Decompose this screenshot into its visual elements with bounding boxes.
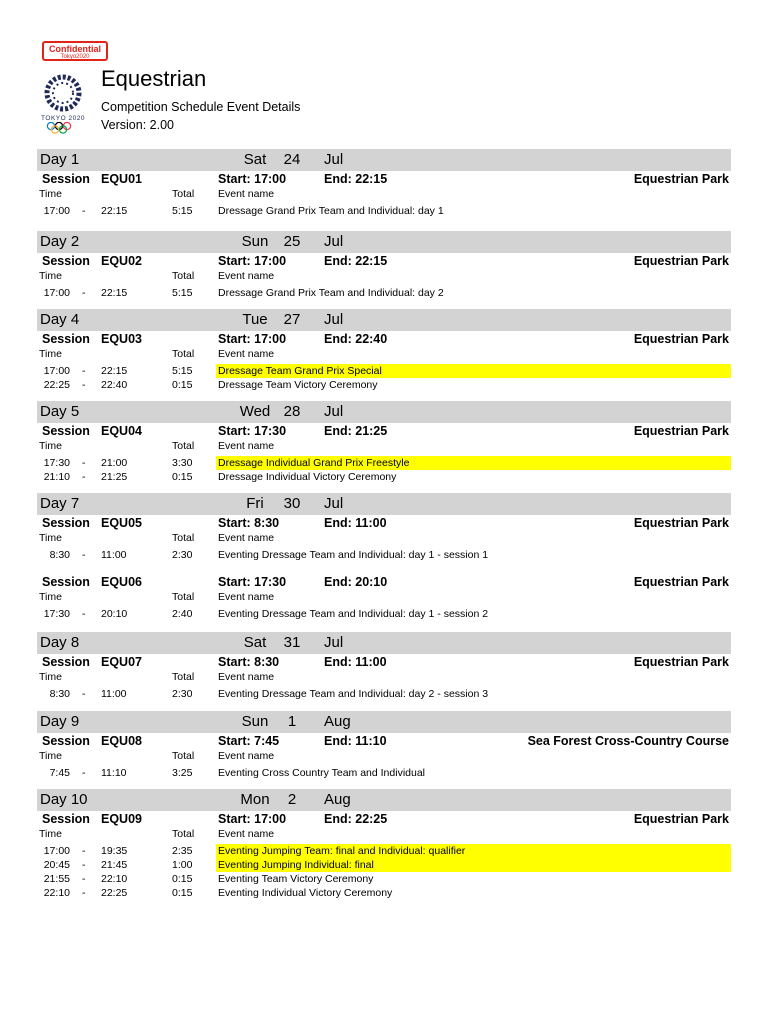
session-block xyxy=(37,253,731,300)
session-row xyxy=(37,654,731,670)
time-label: Time xyxy=(39,440,62,452)
event-total: 3:30 xyxy=(172,457,193,469)
time-label: Time xyxy=(39,591,62,603)
column-labels xyxy=(37,827,731,842)
session-start: Start: 8:30 xyxy=(218,655,280,669)
session-block xyxy=(37,574,731,621)
event-total: 2:40 xyxy=(172,608,193,620)
day-block xyxy=(37,149,731,218)
day-block xyxy=(37,231,731,300)
month: Jul xyxy=(324,233,344,250)
event-end-time: 22:40 xyxy=(101,379,128,391)
day-block xyxy=(37,789,731,900)
event-end-time: 22:15 xyxy=(101,205,128,217)
event-end-time: 21:45 xyxy=(101,859,128,871)
session-label: Session xyxy=(42,655,90,669)
day-header xyxy=(37,149,731,171)
session-end: End: 11:00 xyxy=(324,655,387,669)
event-end-time: 22:15 xyxy=(101,365,128,377)
day-block xyxy=(37,632,731,701)
event-name: Eventing Jumping Individual: final xyxy=(216,858,731,872)
event-row xyxy=(37,378,731,392)
event-name: Dressage Individual Grand Prix Freestyle xyxy=(216,456,731,470)
day-number: Day 9 xyxy=(40,713,80,730)
column-labels xyxy=(37,269,731,284)
event-end-time: 20:10 xyxy=(101,608,128,620)
time-label: Time xyxy=(39,750,62,762)
day-header xyxy=(37,493,731,515)
date: 28 xyxy=(283,403,301,420)
event-name: Dressage Grand Prix Team and Individual: day 1 xyxy=(218,205,444,217)
session-row xyxy=(37,574,731,590)
time-label: Time xyxy=(39,270,62,282)
time-dash: - xyxy=(82,205,86,217)
time-dash: - xyxy=(82,887,86,899)
time-dash: - xyxy=(82,688,86,700)
event-end-time: 21:25 xyxy=(101,471,128,483)
session-start: Start: 17:00 xyxy=(218,172,287,186)
column-labels xyxy=(37,439,731,454)
event-name-label: Event name xyxy=(218,671,275,683)
session-code: EQU06 xyxy=(101,575,142,589)
session-start: Start: 17:30 xyxy=(218,424,287,438)
tokyo2020-logo xyxy=(40,74,86,134)
total-label: Total xyxy=(172,188,195,200)
day-block xyxy=(37,309,731,392)
session-label: Session xyxy=(42,424,90,438)
time-dash: - xyxy=(82,549,86,561)
event-name-label: Event name xyxy=(218,348,275,360)
event-start-time: 21:55 xyxy=(43,873,70,885)
time-dash: - xyxy=(82,845,86,857)
event-start-time: 22:10 xyxy=(43,887,70,899)
session-block xyxy=(37,733,731,780)
session-venue: Equestrian Park xyxy=(633,575,729,589)
event-row xyxy=(37,858,731,872)
time-dash: - xyxy=(82,287,86,299)
session-block xyxy=(37,654,731,701)
event-total: 2:30 xyxy=(172,549,193,561)
event-start-time: 17:00 xyxy=(43,205,70,217)
emblem-icon xyxy=(40,74,86,114)
event-start-time: 17:30 xyxy=(43,457,70,469)
time-dash: - xyxy=(82,379,86,391)
event-total: 5:15 xyxy=(172,365,193,377)
session-label: Session xyxy=(42,516,90,530)
event-row xyxy=(37,456,731,470)
event-name: Dressage Team Victory Ceremony xyxy=(218,379,378,391)
total-label: Total xyxy=(172,591,195,603)
event-total: 0:15 xyxy=(172,379,193,391)
event-end-time: 21:00 xyxy=(101,457,128,469)
event-name: Eventing Individual Victory Ceremony xyxy=(218,887,393,899)
total-label: Total xyxy=(172,828,195,840)
day-header xyxy=(37,231,731,253)
session-start: Start: 17:30 xyxy=(218,575,287,589)
event-row xyxy=(37,844,731,858)
event-end-time: 19:35 xyxy=(101,845,128,857)
time-label: Time xyxy=(39,828,62,840)
day-number: Day 5 xyxy=(40,403,80,420)
event-name-label: Event name xyxy=(218,270,275,282)
event-row xyxy=(37,886,731,900)
event-name-label: Event name xyxy=(218,188,275,200)
event-name: Eventing Dressage Team and Individual: day 1 - session 2 xyxy=(218,608,489,620)
confidential-stamp xyxy=(42,41,108,61)
total-label: Total xyxy=(172,532,195,544)
event-name-label: Event name xyxy=(218,532,275,544)
column-labels xyxy=(37,187,731,202)
event-row xyxy=(37,286,731,300)
event-row xyxy=(37,766,731,780)
total-label: Total xyxy=(172,750,195,762)
session-end: End: 21:25 xyxy=(324,424,388,438)
event-start-time: 17:30 xyxy=(43,608,70,620)
session-venue: Equestrian Park xyxy=(633,516,729,530)
weekday: Sun xyxy=(241,233,269,250)
month: Jul xyxy=(324,151,344,168)
event-row xyxy=(37,607,731,621)
event-name: Eventing Cross Country Team and Individual xyxy=(218,767,426,779)
page-title: Equestrian xyxy=(101,66,207,91)
session-end: End: 11:10 xyxy=(324,734,387,748)
total-label: Total xyxy=(172,671,195,683)
day-header xyxy=(37,789,731,811)
weekday: Sat xyxy=(243,151,267,168)
day-header xyxy=(37,632,731,654)
session-start: Start: 17:00 xyxy=(218,332,287,346)
date: 31 xyxy=(283,634,301,651)
event-total: 2:30 xyxy=(172,688,193,700)
event-start-time: 21:10 xyxy=(43,471,70,483)
session-venue: Sea Forest Cross-Country Course xyxy=(527,734,729,748)
session-label: Session xyxy=(42,254,90,268)
session-row xyxy=(37,171,731,187)
event-start-time: 7:45 xyxy=(49,767,70,779)
weekday: Fri xyxy=(246,495,264,512)
event-name-label: Event name xyxy=(218,440,275,452)
time-dash: - xyxy=(82,608,86,620)
time-dash: - xyxy=(82,471,86,483)
total-label: Total xyxy=(172,270,195,282)
event-total: 1:00 xyxy=(172,859,193,871)
event-total: 0:15 xyxy=(172,873,193,885)
session-row xyxy=(37,733,731,749)
session-row xyxy=(37,253,731,269)
day-block xyxy=(37,493,731,621)
session-row xyxy=(37,811,731,827)
weekday: Tue xyxy=(242,311,268,328)
session-code: EQU07 xyxy=(101,655,142,669)
session-start: Start: 17:00 xyxy=(218,254,287,268)
event-row xyxy=(37,548,731,562)
weekday: Sat xyxy=(243,634,267,651)
day-number: Day 1 xyxy=(40,151,80,168)
day-header xyxy=(37,711,731,733)
event-total: 0:15 xyxy=(172,887,193,899)
event-total: 3:25 xyxy=(172,767,193,779)
session-block xyxy=(37,515,731,562)
date: 24 xyxy=(283,151,301,168)
session-label: Session xyxy=(42,172,90,186)
session-block xyxy=(37,171,731,218)
event-start-time: 17:00 xyxy=(43,287,70,299)
session-label: Session xyxy=(42,332,90,346)
session-row xyxy=(37,515,731,531)
column-labels xyxy=(37,670,731,685)
event-name: Eventing Team Victory Ceremony xyxy=(218,873,374,885)
event-end-time: 11:00 xyxy=(101,688,127,700)
event-start-time: 17:00 xyxy=(43,365,70,377)
day-number: Day 10 xyxy=(40,791,88,808)
session-venue: Equestrian Park xyxy=(633,332,729,346)
session-code: EQU08 xyxy=(101,734,142,748)
session-end: End: 22:15 xyxy=(324,172,388,186)
event-row xyxy=(37,364,731,378)
session-code: EQU09 xyxy=(101,812,142,826)
date: 25 xyxy=(283,233,301,250)
event-name: Dressage Team Grand Prix Special xyxy=(216,364,731,378)
session-start: Start: 7:45 xyxy=(218,734,280,748)
day-header xyxy=(37,309,731,331)
day-block xyxy=(37,711,731,780)
event-row xyxy=(37,872,731,886)
session-row xyxy=(37,331,731,347)
session-end: End: 22:25 xyxy=(324,812,388,826)
month: Jul xyxy=(324,495,344,512)
column-labels xyxy=(37,590,731,605)
session-label: Session xyxy=(42,812,90,826)
logo-text: TOKYO 2020 xyxy=(41,115,85,122)
event-start-time: 20:45 xyxy=(43,859,70,871)
date: 1 xyxy=(287,713,297,730)
olympic-rings-icon xyxy=(40,122,86,134)
day-block xyxy=(37,401,731,484)
day-header xyxy=(37,401,731,423)
event-start-time: 8:30 xyxy=(49,549,70,561)
column-labels xyxy=(37,531,731,546)
event-row xyxy=(37,204,731,218)
date: 27 xyxy=(283,311,301,328)
column-labels xyxy=(37,347,731,362)
session-end: End: 20:10 xyxy=(324,575,388,589)
time-label: Time xyxy=(39,671,62,683)
session-code: EQU03 xyxy=(101,332,142,346)
month: Jul xyxy=(324,634,344,651)
session-start: Start: 8:30 xyxy=(218,516,280,530)
session-label: Session xyxy=(42,734,90,748)
event-end-time: 22:25 xyxy=(101,887,128,899)
total-label: Total xyxy=(172,440,195,452)
session-block xyxy=(37,331,731,392)
stamp-subtext: Tokyo2020 xyxy=(60,54,90,60)
session-venue: Equestrian Park xyxy=(633,172,729,186)
event-total: 2:35 xyxy=(172,845,193,857)
session-block xyxy=(37,423,731,484)
month: Jul xyxy=(324,311,344,328)
session-end: End: 22:15 xyxy=(324,254,388,268)
event-name-label: Event name xyxy=(218,591,275,603)
event-name: Eventing Dressage Team and Individual: day 1 - session 1 xyxy=(218,549,489,561)
event-name-label: Event name xyxy=(218,750,275,762)
time-label: Time xyxy=(39,188,62,200)
event-name-label: Event name xyxy=(218,828,275,840)
month: Jul xyxy=(324,403,344,420)
stamp-text: Confidential xyxy=(49,44,101,54)
event-name: Eventing Dressage Team and Individual: day 2 - session 3 xyxy=(218,688,489,700)
event-row xyxy=(37,687,731,701)
total-label: Total xyxy=(172,348,195,360)
day-number: Day 8 xyxy=(40,634,80,651)
session-label: Session xyxy=(42,575,90,589)
session-start: Start: 17:00 xyxy=(218,812,287,826)
page-subtitle: Competition Schedule Event Details xyxy=(101,100,301,114)
month: Aug xyxy=(324,791,351,808)
column-labels xyxy=(37,749,731,764)
event-total: 5:15 xyxy=(172,287,193,299)
event-row xyxy=(37,470,731,484)
session-block xyxy=(37,811,731,900)
weekday: Mon xyxy=(240,791,270,808)
session-venue: Equestrian Park xyxy=(633,424,729,438)
weekday: Wed xyxy=(239,403,271,420)
day-number: Day 2 xyxy=(40,233,80,250)
time-dash: - xyxy=(82,365,86,377)
session-end: End: 11:00 xyxy=(324,516,387,530)
time-dash: - xyxy=(82,457,86,469)
day-number: Day 4 xyxy=(40,311,80,328)
session-venue: Equestrian Park xyxy=(633,655,729,669)
date: 30 xyxy=(283,495,301,512)
version-label: Version: 2.00 xyxy=(101,118,174,132)
event-end-time: 22:10 xyxy=(101,873,128,885)
date: 2 xyxy=(287,791,297,808)
event-start-time: 17:00 xyxy=(43,845,70,857)
time-dash: - xyxy=(82,767,86,779)
event-name: Dressage Individual Victory Ceremony xyxy=(218,471,397,483)
session-code: EQU05 xyxy=(101,516,142,530)
event-end-time: 11:10 xyxy=(101,767,127,779)
event-name: Eventing Jumping Team: final and Individual: qualifier xyxy=(216,844,731,858)
day-number: Day 7 xyxy=(40,495,80,512)
event-total: 0:15 xyxy=(172,471,193,483)
session-venue: Equestrian Park xyxy=(633,812,729,826)
time-label: Time xyxy=(39,348,62,360)
time-dash: - xyxy=(82,873,86,885)
session-row xyxy=(37,423,731,439)
event-name: Dressage Grand Prix Team and Individual: day 2 xyxy=(218,287,444,299)
month: Aug xyxy=(324,713,351,730)
event-start-time: 22:25 xyxy=(43,379,70,391)
session-venue: Equestrian Park xyxy=(633,254,729,268)
session-end: End: 22:40 xyxy=(324,332,388,346)
event-start-time: 8:30 xyxy=(49,688,70,700)
session-code: EQU01 xyxy=(101,172,142,186)
event-total: 5:15 xyxy=(172,205,193,217)
session-code: EQU02 xyxy=(101,254,142,268)
time-label: Time xyxy=(39,532,62,544)
session-code: EQU04 xyxy=(101,424,142,438)
event-end-time: 22:15 xyxy=(101,287,128,299)
time-dash: - xyxy=(82,859,86,871)
weekday: Sun xyxy=(241,713,269,730)
event-end-time: 11:00 xyxy=(101,549,127,561)
